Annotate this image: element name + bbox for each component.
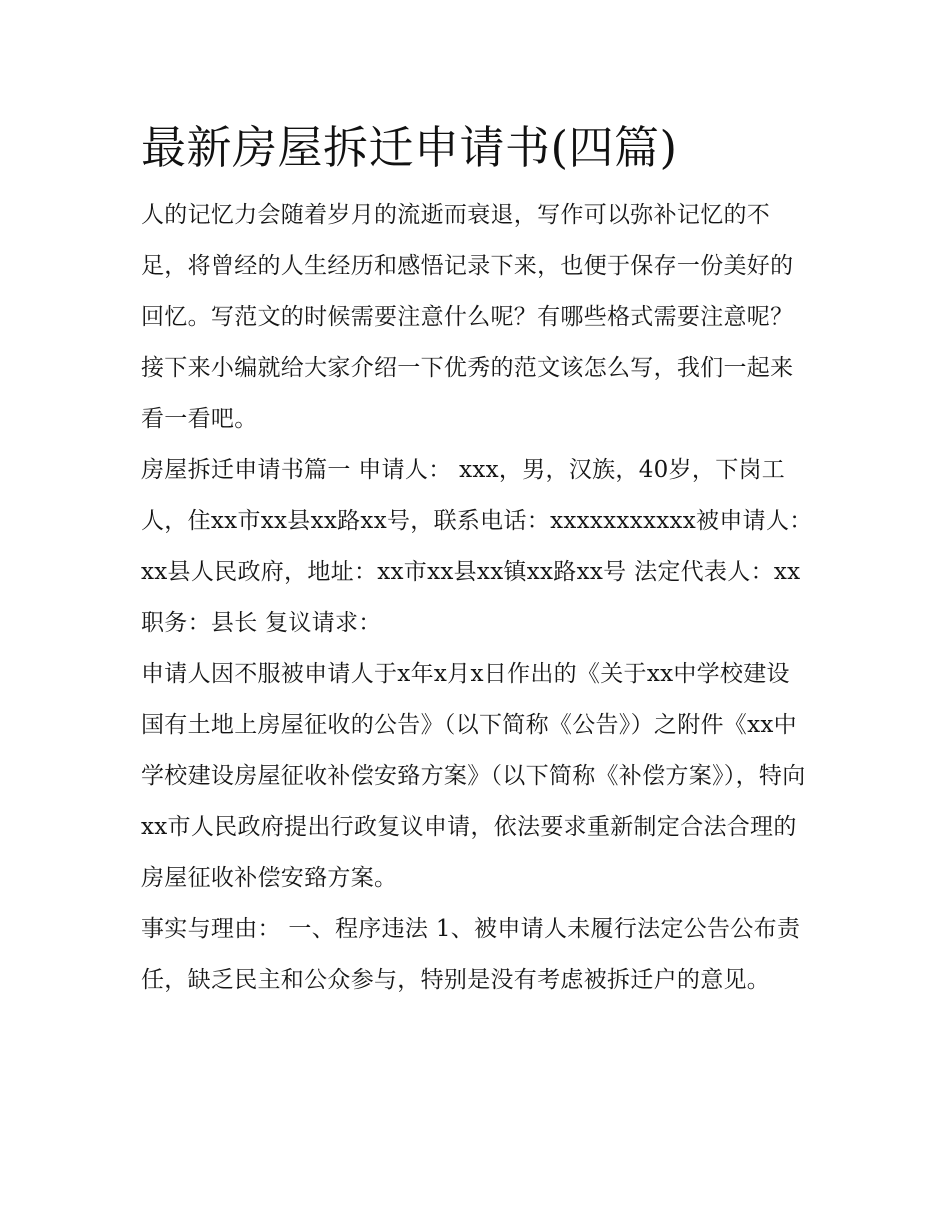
document-body [141,112,813,1006]
document-title: 最新房屋拆迁申请书(四篇) [141,121,678,174]
paragraph-facts: 事实与理由： 一、程序违法 1、被申请人未履行法定公告公布责任，缺乏民主和公众参与，特别是没有考虑被拆迁户的意见。 [141,916,801,993]
paragraph-respondent: xx县人民政府，地址：xx市xx县xx镇xx路xx号 法定代表人：xx职务：县长 复议请求： [141,559,801,636]
paragraph-request: 申请人因不服被申请人于x年x月x日作出的《关于xx中学校建设国有土地上房屋征收的公告》（以下简称《公告》）之附件《xx中学校建设房屋征收补偿安臵方案》（以下简称《补偿方案》），特向xx市人民政府提出行政复议申请，依法要求重新制定合法合理的房屋征收补偿安臵方案。 [141,661,806,891]
paragraph-intro: 人的记忆力会随着岁月的流逝而衰退，写作可以弥补记忆的不足，将曾经的人生经历和感悟记录下来，也便于保存一份美好的回忆。写范文的时候需要注意什么呢？有哪些格式需要注意呢？接下来小编就给大家介绍一下优秀的范文该怎么写，我们一起来看一看吧。 [141,202,794,432]
paragraph-applicant: 房屋拆迁申请书篇一 申请人： xxx，男，汉族，40岁，下岗工人，住xx市xx县xx路xx号，联系电话：xxxxxxxxxxx被申请人： [141,457,813,534]
